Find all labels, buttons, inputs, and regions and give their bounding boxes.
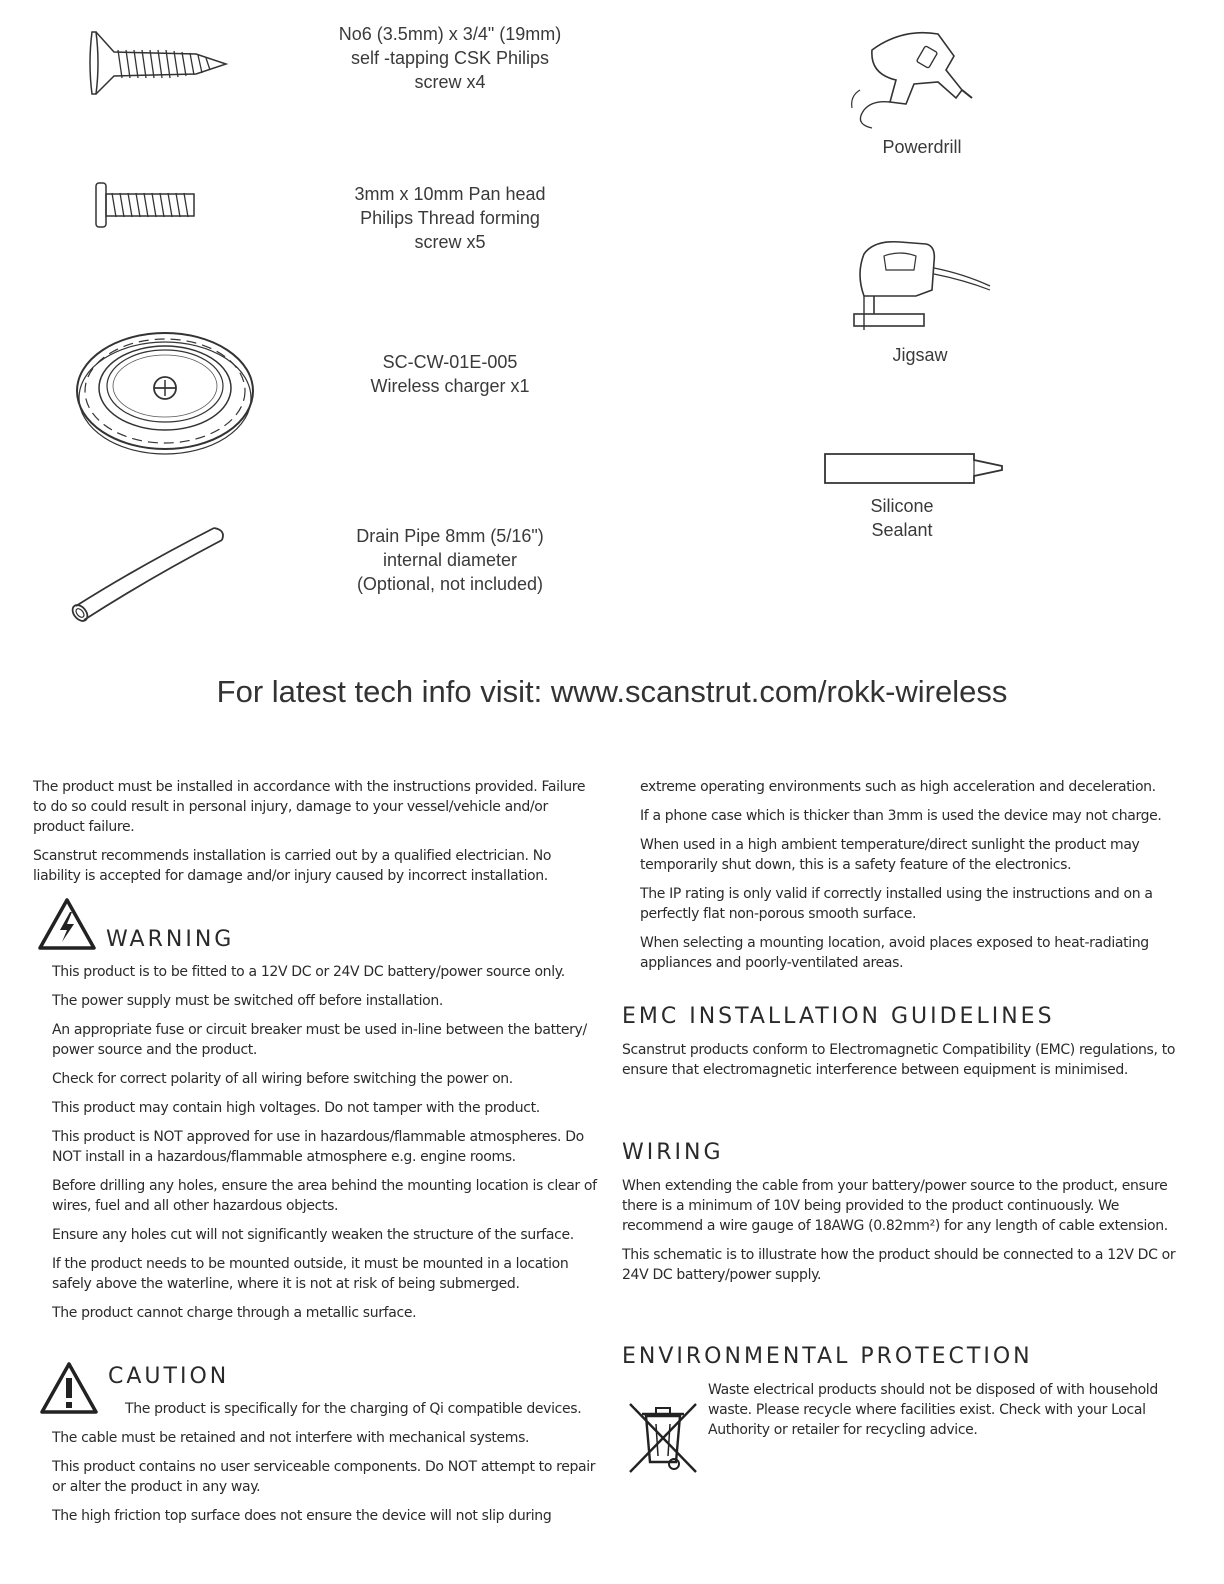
part-label-screw-pan: 3mm x 10mm Pan head Philips Thread forming screw x5 — [354, 184, 546, 252]
wireless-charger-icon — [70, 328, 260, 458]
warning-item: Before drilling any holes, ensure the area behind the mounting location is clear of wires, fuel and all other hazardous objects. — [52, 1178, 597, 1214]
tool-label-silicone: Silicone Sealant — [870, 496, 934, 540]
emc-text: Scanstrut products conform to Electromagnetic Compatibility (EMC) regulations, to ensure that electromagnetic interference between equipment is minimised. — [622, 1042, 1176, 1078]
intro-paragraph: The product must be installed in accordance with the instructions provided. Failure to do so could result in personal injury, damage to your vessel/vehicle and/or product failure. — [33, 779, 586, 835]
warning-item: This product is NOT approved for use in hazardous/flammable atmospheres. Do NOT install in a hazardous/flammable atmosphere e.g. engine rooms. — [52, 1129, 584, 1165]
caution-item: This product contains no user serviceable components. Do NOT attempt to repair or alter the product in any way. — [52, 1459, 596, 1495]
wiring-text: This schematic is to illustrate how the product should be connected to a 12V DC or 24V DC battery/power supply. — [622, 1247, 1176, 1283]
caution-item: The product is specifically for the charging of Qi compatible devices. — [125, 1401, 582, 1417]
emc-block — [622, 1040, 1192, 1089]
wiring-heading: WIRING — [622, 1140, 724, 1165]
warning-item: This product is to be fitted to a 12V DC or 24V DC battery/power source only. — [52, 964, 565, 980]
caution-heading: CAUTION — [108, 1364, 230, 1389]
crossed-bin-icon — [626, 1400, 700, 1476]
tool-label-jigsaw: Jigsaw — [892, 345, 948, 365]
warning-item: Check for correct polarity of all wiring before switching the power on. — [52, 1071, 513, 1087]
caution-item: The high friction top surface does not ensure the device will not slip during — [52, 1508, 552, 1524]
electrical-hazard-icon — [36, 896, 98, 952]
intro-block — [33, 777, 598, 895]
caution-item: extreme operating environments such as high acceleration and deceleration. — [640, 779, 1156, 795]
environment-text: Waste electrical products should not be disposed of with household waste. Please recycle where facilities exist. Check with your Local Authority or retailer for recycling advice. — [708, 1382, 1158, 1438]
warning-list — [52, 962, 600, 1332]
caution-item: When used in a high ambient temperature/direct sunlight the product may temporarily shut down, this is a safety feature of the electronics. — [640, 837, 1140, 873]
caution-item: If a phone case which is thicker than 3mm is used the device may not charge. — [640, 808, 1162, 824]
part-label-screw-csk: No6 (3.5mm) x 3/4" (19mm) self -tapping CSK Philips screw x4 — [338, 24, 562, 92]
drain-pipe-icon — [66, 518, 230, 626]
jigsaw-icon — [844, 234, 994, 338]
warning-item: If the product needs to be mounted outside, it must be mounted in a location safely above the waterline, where it is not at risk of being submerged. — [52, 1256, 569, 1292]
tool-label-powerdrill: Powerdrill — [882, 137, 962, 157]
warning-item: The product cannot charge through a metallic surface. — [52, 1305, 417, 1321]
warning-item: This product may contain high voltages. Do not tamper with the product. — [52, 1100, 540, 1116]
caution-item: The IP rating is only valid if correctly installed using the instructions and on a perfectly flat non-porous smooth surface. — [640, 886, 1153, 922]
caution-item: When selecting a mounting location, avoid places exposed to heat-radiating appliances and poorly-ventilated areas. — [640, 935, 1149, 971]
emc-heading: EMC INSTALLATION GUIDELINES — [622, 1004, 1055, 1029]
environment-heading: ENVIRONMENTAL PROTECTION — [622, 1344, 1033, 1369]
warning-heading: WARNING — [106, 927, 235, 952]
warning-item: The power supply must be switched off before installation. — [52, 993, 443, 1009]
countersunk-screw-icon — [86, 28, 231, 98]
pan-head-screw-icon — [94, 180, 204, 230]
silicone-tube-icon — [822, 450, 1006, 488]
wiring-text: When extending the cable from your battery/power source to the product, ensure there is a minimum of 10V being provided to the product continuously. We recommend a wire gauge of 18AWG (0.82mm²) for any length of cable extension. — [622, 1178, 1168, 1234]
environment-block — [708, 1380, 1188, 1449]
part-label-drain-pipe: Drain Pipe 8mm (5/16") internal diameter (Optional, not included) — [356, 526, 544, 594]
intro-paragraph: Scanstrut recommends installation is carried out by a qualified electrician. No liability is accepted for damage and/or injury caused by incorrect installation. — [33, 848, 552, 884]
tech-info-url[interactable]: For latest tech info visit: www.scanstrut.com/rokk-wireless — [216, 674, 1008, 709]
wiring-block — [622, 1176, 1192, 1294]
part-label-wireless-charger: SC-CW-01E-005 Wireless charger x1 — [370, 352, 530, 396]
warning-item: An appropriate fuse or circuit breaker must be used in-line between the battery/ power source and the product. — [52, 1022, 587, 1058]
warning-item: Ensure any holes cut will not significantly weaken the structure of the surface. — [52, 1227, 574, 1243]
caution-list — [52, 1399, 600, 1535]
power-drill-icon — [842, 20, 978, 132]
caution-item: The cable must be retained and not interfere with mechanical systems. — [52, 1430, 530, 1446]
caution-continued — [640, 777, 1180, 982]
